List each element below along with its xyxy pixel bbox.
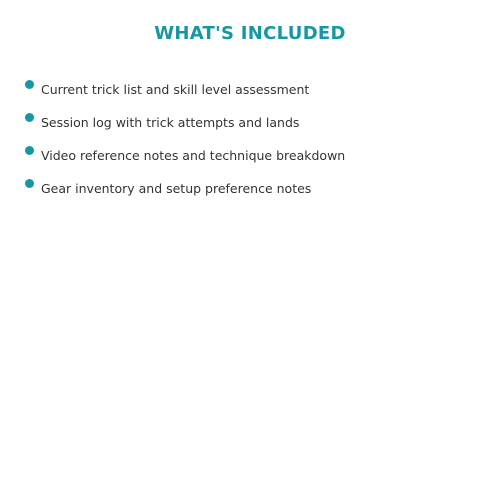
list-item-label: Current trick list and skill level assessment (41, 82, 310, 97)
bullet-dot-icon (25, 146, 34, 155)
included-list (0, 79, 500, 211)
bullet-dot-icon (25, 113, 34, 122)
list-item (0, 112, 500, 145)
bullet-dot-icon (25, 179, 34, 188)
list-item-label: Gear inventory and setup preference notes (41, 181, 312, 196)
list-item (0, 79, 500, 112)
list-item (0, 145, 500, 178)
list-item-label: Video reference notes and technique breakdown (41, 148, 346, 163)
list-item (0, 178, 500, 211)
page-title: WHAT'S INCLUDED (154, 23, 346, 44)
bullet-dot-icon (25, 80, 34, 89)
list-item-label: Session log with trick attempts and lands (41, 115, 300, 130)
